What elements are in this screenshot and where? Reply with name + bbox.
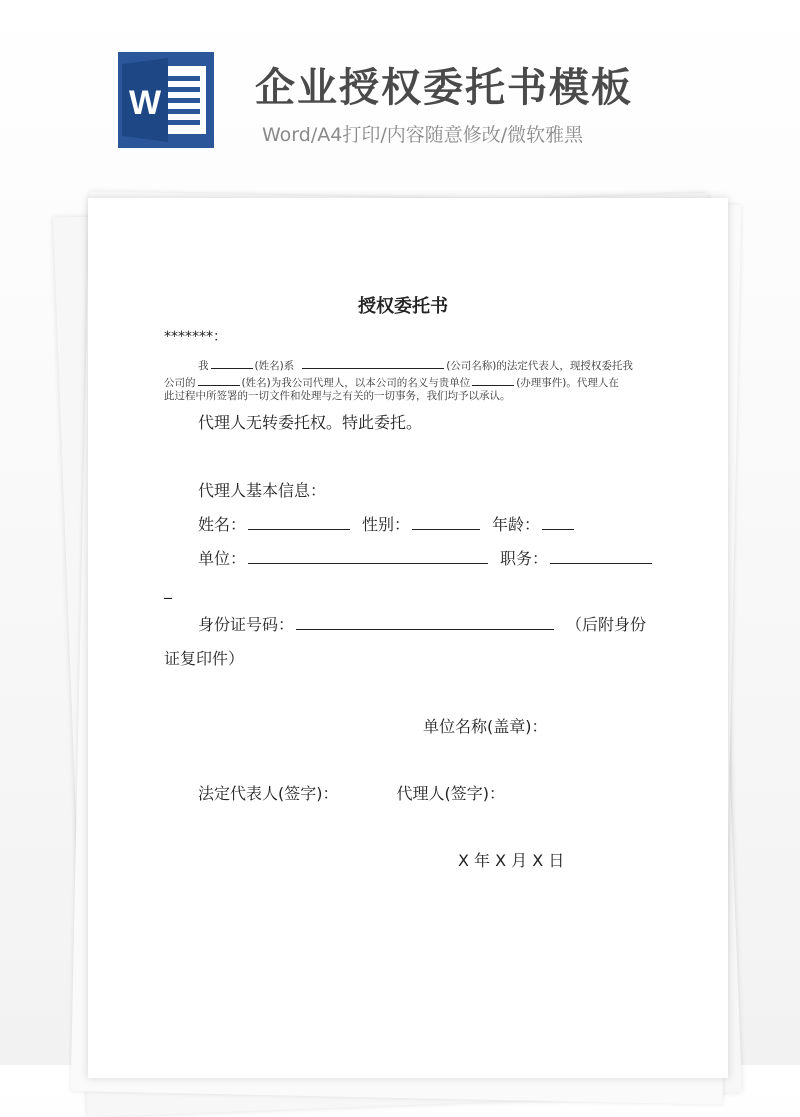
unit-label: 单位： bbox=[198, 549, 247, 568]
id-number-label: 身份证号码： bbox=[198, 615, 295, 634]
blank-line bbox=[472, 371, 514, 386]
agent-info-label: 代理人基本信息： bbox=[198, 481, 327, 500]
id-number-blank bbox=[296, 615, 554, 630]
blank-line bbox=[211, 354, 253, 369]
para-text: 我 bbox=[198, 360, 209, 372]
word-app-icon bbox=[118, 52, 214, 148]
position-label: 职务： bbox=[500, 549, 549, 568]
para-text: (姓名)为我公司代理人，以本公司的名义与贵单位 bbox=[241, 377, 471, 389]
id-number-row bbox=[198, 612, 646, 635]
paragraph-line-3: 此过程中所签署的一切文件和处理与之有关的一切事务，我们均予以承认。 bbox=[164, 390, 511, 402]
name-gender-age-row bbox=[198, 512, 576, 535]
id-note-continued: 证复印件） bbox=[164, 649, 245, 668]
unit-seal-label: 单位名称(盖章)： bbox=[423, 717, 548, 736]
document-page bbox=[88, 198, 728, 1078]
word-logo-letter: W bbox=[128, 84, 162, 122]
para-text: 公司的 bbox=[164, 377, 196, 389]
age-blank bbox=[542, 515, 574, 530]
date-line: X 年 X 月 X 日 bbox=[458, 851, 565, 870]
document-title: 授权委托书 bbox=[358, 296, 448, 317]
wrap-underscore: _ bbox=[164, 580, 172, 599]
para-text: (姓名)系 bbox=[254, 360, 295, 372]
para-text: (办理事件)。代理人在 bbox=[516, 377, 619, 389]
blank-line bbox=[198, 371, 240, 386]
gender-blank bbox=[412, 515, 480, 530]
signature-row bbox=[198, 781, 505, 804]
no-transfer-statement: 代理人无转委托权。特此委托。 bbox=[198, 413, 423, 432]
page-title: 企业授权委托书模板 bbox=[255, 65, 633, 111]
page-subtitle: Word/A4打印/内容随意修改/微软雅黑 bbox=[262, 124, 584, 146]
age-label: 年龄： bbox=[492, 515, 541, 534]
unit-position-row bbox=[198, 546, 654, 569]
agent-sign-label: 代理人(签字)： bbox=[396, 784, 505, 803]
gender-label: 性别： bbox=[362, 515, 411, 534]
id-note: （后附身份 bbox=[566, 615, 647, 634]
name-blank bbox=[248, 515, 350, 530]
blank-line bbox=[302, 354, 444, 369]
legal-rep-sign-label: 法定代表人(签字)： bbox=[198, 784, 339, 803]
position-blank bbox=[550, 549, 652, 564]
name-label: 姓名： bbox=[198, 515, 247, 534]
unit-blank bbox=[248, 549, 488, 564]
salutation: *******： bbox=[164, 329, 227, 345]
para-text: (公司名称)的法定代表人，现授权委托我 bbox=[446, 360, 633, 372]
